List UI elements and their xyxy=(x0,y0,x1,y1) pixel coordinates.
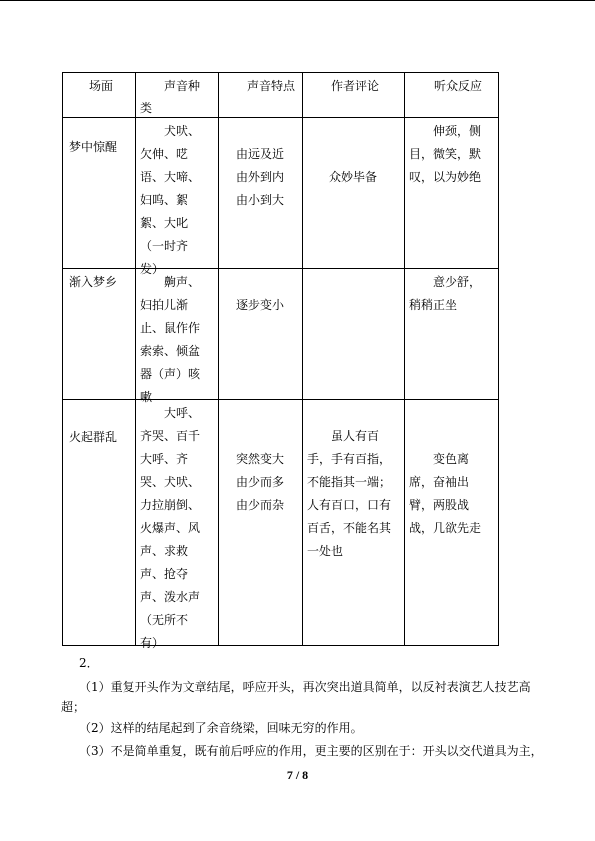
row2-scene xyxy=(63,269,136,400)
row2-scene-text: 渐入梦乡 xyxy=(69,275,118,289)
row1-audience xyxy=(405,118,499,269)
row2-type-line: 索索、倾盆 xyxy=(140,344,201,358)
row1-type-line: 妇呜、絮 xyxy=(140,193,189,207)
row1-type-line: 絮、大叱 xyxy=(140,216,189,230)
row3-type-line: 哭、犬吠、 xyxy=(140,475,201,489)
row3-audience-line: 臂，两股战 xyxy=(409,498,470,512)
row3-audience-line: 战，几欲先走 xyxy=(409,521,482,535)
row1-type-line: 语、大啼、 xyxy=(140,170,201,184)
row3-type-line: 声、泼水声 xyxy=(140,590,201,604)
table-row xyxy=(63,269,499,400)
row2-features xyxy=(219,269,303,400)
row3-comment-line: 人有百口，口有 xyxy=(307,498,392,512)
row3-type-line: 有） xyxy=(140,636,165,650)
table-row xyxy=(63,400,499,646)
header-author-comment xyxy=(303,73,405,118)
row1-scene xyxy=(63,118,136,269)
header-sound-type-line2: 类 xyxy=(140,101,153,115)
header-sound-feature-text: 声音特点 xyxy=(247,79,296,93)
row2-comment xyxy=(303,269,405,400)
row2-type-line: 齁声、 xyxy=(164,275,201,289)
row1-feature-line: 由小到大 xyxy=(236,193,285,207)
row1-audience-line: 目，微笑，默 xyxy=(409,147,482,161)
row1-audience-line: 叹，以为妙绝 xyxy=(409,170,482,184)
answer-number: 2． xyxy=(79,656,99,670)
row3-audience-line: 变色离 xyxy=(433,452,470,466)
row2-type-line: 器（声）咳 xyxy=(140,367,201,381)
row1-features xyxy=(219,118,303,269)
header-scene xyxy=(63,73,136,118)
row3-comment-line: 虽人有百 xyxy=(331,429,380,443)
table-header-row xyxy=(63,73,499,118)
row3-comment-line: 不能指其一端； xyxy=(307,475,392,489)
row2-type-line: 妇拍儿渐 xyxy=(140,298,189,312)
row2-type-line: 嗽 xyxy=(140,390,153,404)
row3-comment xyxy=(303,400,405,646)
page-number: 7 / 8 xyxy=(286,768,309,782)
row1-comment xyxy=(303,118,405,269)
row2-audience-line: 意少舒， xyxy=(433,275,482,289)
row3-type-line: 声、抢夺 xyxy=(140,567,189,581)
row3-types xyxy=(136,400,219,650)
row1-feature-line: 由远及近 xyxy=(236,147,285,161)
row3-type-line: 齐哭、百千 xyxy=(140,429,201,443)
row3-audience xyxy=(405,400,499,646)
row2-types xyxy=(136,269,219,404)
header-sound-type xyxy=(136,73,219,118)
row2-feature-line: 逐步变小 xyxy=(236,298,285,312)
header-scene-text: 场面 xyxy=(89,79,114,93)
row3-feature-line: 由少而多 xyxy=(236,475,285,489)
row1-scene-text: 梦中惊醒 xyxy=(69,140,118,154)
row2-audience-line: 稍稍正坐 xyxy=(409,298,458,312)
row1-type-line: 犬吠、 xyxy=(164,124,201,138)
answer-paragraph-1-cont: 超； xyxy=(61,700,86,714)
row3-type-line: 大呼、齐 xyxy=(140,452,189,466)
table-row xyxy=(63,118,499,269)
row3-audience-line: 席，奋袖出 xyxy=(409,475,470,489)
row1-type-line: （一时齐 xyxy=(140,239,189,253)
row3-comment-line: 手，手有百指， xyxy=(307,452,392,466)
row3-type-line: （无所不 xyxy=(140,613,189,627)
sound-analysis-table xyxy=(62,72,499,650)
answer-paragraph-1: （1）重复开头作为文章结尾，呼应开头，再次突出道具简单，以反衬表演艺人技艺高 xyxy=(79,680,531,694)
row1-types xyxy=(136,118,219,276)
header-author-comment-text: 作者评论 xyxy=(331,79,380,93)
row3-scene-text: 火起群乱 xyxy=(69,430,118,444)
header-audience xyxy=(405,73,499,118)
row1-type-line: 欠伸、呓 xyxy=(140,147,189,161)
row2-audience xyxy=(405,269,499,400)
header-sound-feature xyxy=(219,73,303,118)
row3-comment-line: 一处也 xyxy=(307,544,344,558)
row1-type-line: 发） xyxy=(140,262,165,276)
row3-type-line: 力拉崩倒、 xyxy=(140,498,201,512)
row3-type-line: 火爆声、风 xyxy=(140,521,201,535)
header-rule xyxy=(0,0,595,1)
answer-paragraph-2: （2）这样的结尾起到了余音绕梁，回味无穷的作用。 xyxy=(79,721,363,735)
row3-feature-line: 由少而杂 xyxy=(236,498,285,512)
row1-feature-line: 由外到内 xyxy=(236,170,285,184)
row3-features xyxy=(219,400,303,646)
row3-scene xyxy=(63,400,136,646)
row1-comment-line: 众妙毕备 xyxy=(329,170,378,184)
header-audience-text: 听众反应 xyxy=(434,79,483,93)
row3-feature-line: 突然变大 xyxy=(236,452,285,466)
header-sound-type-line1: 声音种 xyxy=(164,79,201,93)
row3-type-line: 声、求救 xyxy=(140,544,189,558)
row3-comment-line: 百舌，不能名其 xyxy=(307,521,392,535)
row1-audience-line: 伸颈，侧 xyxy=(433,124,482,138)
row3-type-line: 大呼、 xyxy=(164,406,201,420)
answer-paragraph-3: （3）不是简单重复，既有前后呼应的作用，更主要的区别在于：开头以交代道具为主， xyxy=(79,744,543,758)
row2-type-line: 止、鼠作作 xyxy=(140,321,201,335)
